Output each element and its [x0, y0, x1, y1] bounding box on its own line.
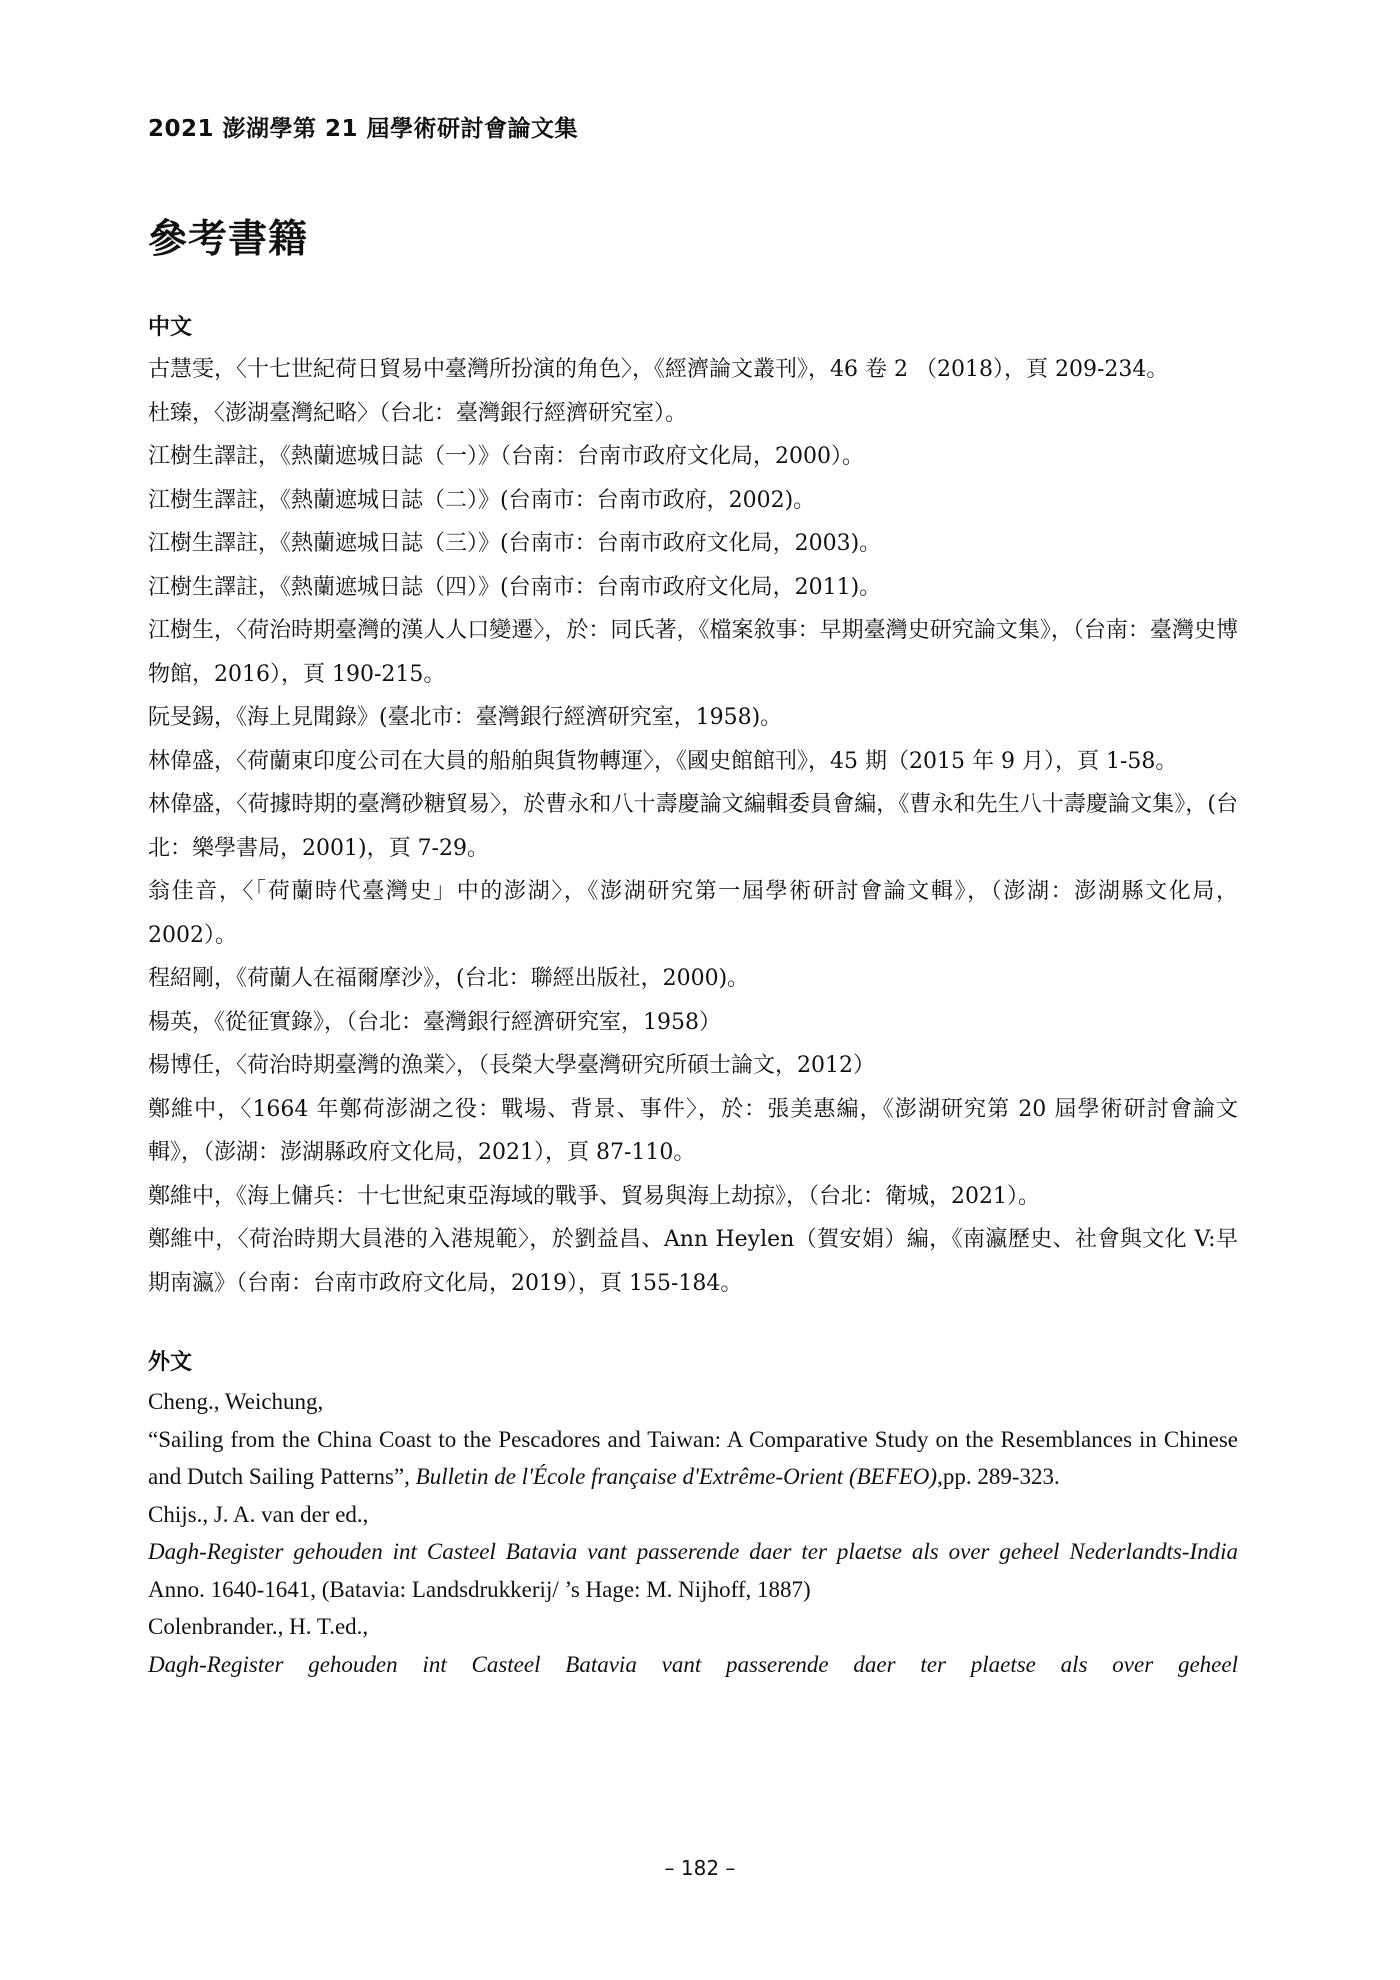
- reference-details: Anno. 1640-1641, (Batavia: Landsdrukkerij/ ’s Hage: M. Nijhoff, 1887): [148, 1576, 811, 1602]
- section-title: 參考書籍: [148, 216, 309, 262]
- reference-item: 阮旻錫，《海上見聞錄》(臺北市：臺灣銀行經濟研究室，1958)。: [148, 705, 783, 730]
- reference-item: 程紹剛，《荷蘭人在福爾摩沙》，(台北：聯經出版社，2000)。: [148, 966, 750, 991]
- reference-text: Colenbrander., H. T.ed.,: [148, 1614, 369, 1639]
- reference-title: Bulletin de l'École française d'Extrême-Orient (BEFEO): [415, 1464, 938, 1489]
- reference-item: [148, 1383, 1238, 1421]
- reference-item: 林偉盛，〈荷據時期的臺灣砂糖貿易〉，於曹永和八十壽慶論文編輯委員會編，《曹永和先生八十壽慶論文集》，(台北：樂學書局，2001)，頁 7-29。: [148, 792, 1238, 861]
- reference-text: “Sailing from the China Coast to the Pescadores and Taiwan: A Comparative Study on the Resemblances in Chinese and Dutch Sailing Patterns”,: [148, 1426, 1238, 1489]
- reference-item: 鄭維中，〈1664 年鄭荷澎湖之役：戰場、背景、事件〉，於：張美惠編，《澎湖研究第 20 屆學術研討會論文輯》，（澎湖：澎湖縣政府文化局，2021），頁 87-110。: [148, 1096, 1238, 1165]
- reference-item: [148, 1646, 1238, 1684]
- reference-item: 江樹生，〈荷治時期臺灣的漢人人口變遷〉，於：同氏著，《檔案敘事：早期臺灣史研究論文集》，（台南：臺灣史博物館，2016），頁 190-215。: [148, 618, 1238, 687]
- reference-details: ,pp. 289-323.: [937, 1464, 1060, 1489]
- reference-item: 杜臻，〈澎湖臺灣紀略〉（台北：臺灣銀行經濟研究室）。: [148, 400, 688, 426]
- reference-title: Dagh-Register gehouden int Casteel Batavia vant passerende daer ter plaetse als over geheel Nederlandts-India: [148, 1539, 1238, 1564]
- reference-item: 楊英，《從征實錄》，（台北：臺灣銀行經濟研究室，1958）: [148, 1009, 721, 1035]
- running-header: 2021 澎湖學第 21 屆學術研討會論文集: [148, 116, 579, 142]
- references-body: [148, 314, 1238, 1683]
- foreign-reference-list: [148, 1383, 1238, 1683]
- reference-item: [148, 1533, 1238, 1608]
- reference-text: Cheng., Weichung,: [148, 1389, 324, 1414]
- reference-item: 古慧雯，〈十七世紀荷日貿易中臺灣所扮演的角色〉，《經濟論文叢刊》，46 卷 2 （2018），頁 209-234。: [148, 357, 1169, 382]
- chinese-reference-list: [148, 348, 1238, 1305]
- reference-item: [148, 1421, 1238, 1496]
- reference-item: 江樹生譯註，《熱蘭遮城日誌（二）》(台南市：台南市政府，2002)。: [148, 487, 816, 513]
- reference-item: [148, 1496, 1238, 1534]
- reference-item: 江樹生譯註，《熱蘭遮城日誌（三）》(台南市：台南市政府文化局，2003)。: [148, 531, 882, 556]
- reference-item: 鄭維中，《海上傭兵：十七世紀東亞海域的戰爭、貿易與海上劫掠》，（台北：衛城，2021）。: [148, 1183, 1040, 1209]
- reference-item: 鄭維中，〈荷治時期大員港的入港規範〉，於劉益昌、Ann Heylen（賀安娟）編，《南瀛歷史、社會與文化 V:早期南瀛》（台南：台南市政府文化局，2019），頁 155-184。: [148, 1227, 1238, 1296]
- page-number: – 182 –: [664, 1856, 736, 1880]
- reference-item: 林偉盛，〈荷蘭東印度公司在大員的船舶與貨物轉運〉，《國史館館刊》，45 期（2015 年 9 月），頁 1-58。: [148, 748, 1178, 774]
- reference-text: Chijs., J. A. van der ed.,: [148, 1501, 369, 1527]
- reference-item: 翁佳音，〈「荷蘭時代臺灣史」中的澎湖〉，《澎湖研究第一屆學術研討會論文輯》，（澎湖：澎湖縣文化局，2002）。: [148, 879, 1238, 948]
- reference-item: [148, 1608, 1238, 1646]
- foreign-heading: 外文: [148, 1350, 193, 1375]
- reference-title: Dagh-Register gehouden int Casteel Batavia vant passerende daer ter plaetse als over geheel: [148, 1651, 1238, 1677]
- reference-item: 江樹生譯註，《熱蘭遮城日誌（一）》（台南：台南市政府文化局，2000）。: [148, 444, 864, 469]
- chinese-heading: 中文: [148, 315, 193, 340]
- reference-item: 江樹生譯註，《熱蘭遮城日誌（四）》(台南市：台南市政府文化局，2011)。: [148, 574, 882, 600]
- reference-item: 楊博任，〈荷治時期臺灣的漁業〉，（長榮大學臺灣研究所碩士論文，2012）: [148, 1053, 875, 1078]
